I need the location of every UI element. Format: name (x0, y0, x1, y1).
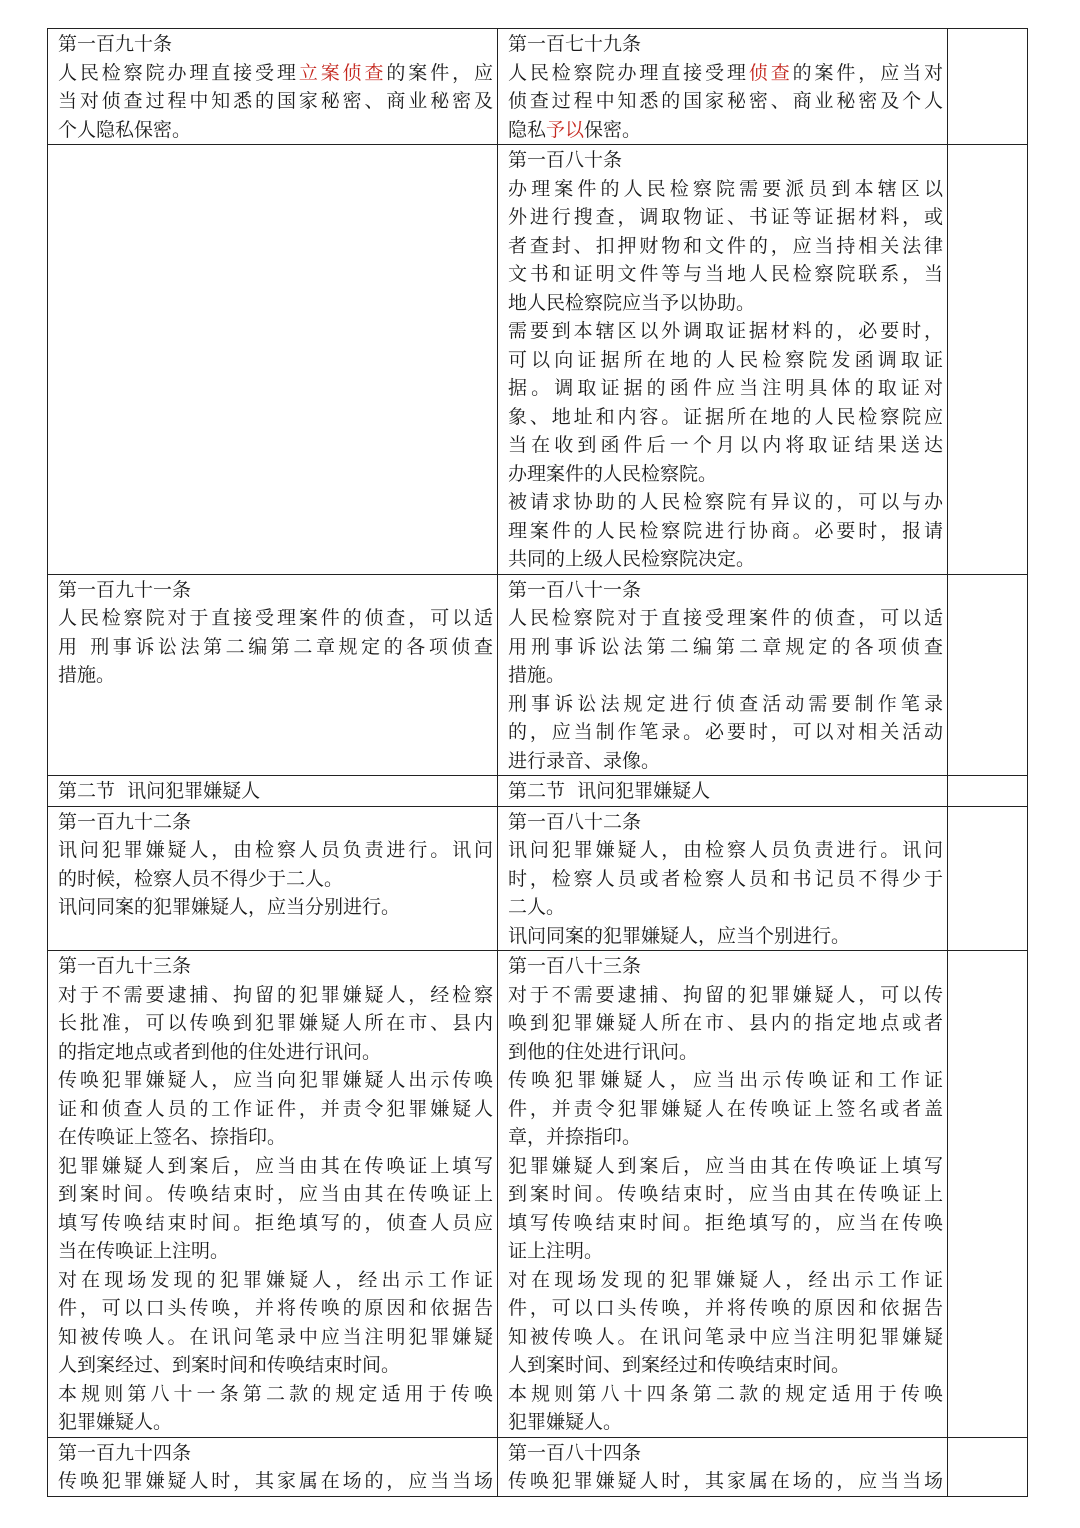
text-line: 证和侦查人员的工作证件，并责令犯罪嫌疑人 (58, 1097, 493, 1120)
new-article-cell (498, 806, 948, 951)
text-line: 人民检察院对于直接受理案件的侦查，可以适 (508, 607, 943, 629)
text-line: 件，可以口头传唤，并将传唤的原因和依据告 (58, 1297, 493, 1319)
text-line: 章，并捺指印。 (508, 1126, 642, 1148)
text-line: 的指定地点或者到他的住处进行讯问。 (58, 1040, 382, 1063)
text-line: 件，可以口头传唤，并将传唤的原因和依据告 (508, 1297, 943, 1319)
text-line: 文书和证明文件等与当地人民检察院联系，当 (508, 263, 943, 285)
remark-cell (948, 1437, 1028, 1496)
text-line: 到案时间。传唤结束时，应当由其在传唤证上 (58, 1183, 493, 1205)
article-title: 第一百七十九条 (508, 33, 642, 55)
remark-cell (948, 145, 1028, 575)
text-line: 传唤犯罪嫌疑人时，其家属在场的，应当当场 (508, 1470, 943, 1492)
new-article-cell (498, 29, 948, 145)
text-line: 犯罪嫌疑人。 (508, 1411, 623, 1433)
text-line: 时，检察人员或者检察人员和书记员不得少于 (508, 867, 943, 890)
remark-cell (948, 574, 1028, 776)
section-row (48, 776, 1028, 807)
article-title: 第一百八十四条 (508, 1441, 642, 1464)
text-line: 人民检察院办理直接受理立案侦查的案件，应 (58, 61, 493, 84)
old-article-cell (48, 574, 498, 776)
text-line: 长批准，可以传唤到犯罪嫌疑人所在市、县内 (58, 1012, 493, 1034)
text-line: 的时候，检察人员不得少于二人。 (58, 867, 344, 890)
comparison-table (47, 28, 1028, 1497)
remark-cell (948, 951, 1028, 1438)
text-line: 知被传唤人。在讯问笔录中应当注明犯罪嫌疑 (58, 1325, 493, 1348)
text-line: 讯问同案的犯罪嫌疑人，应当个别进行。 (508, 924, 851, 947)
text-line: 犯罪嫌疑人到案后，应当由其在传唤证上填写 (508, 1154, 943, 1177)
article-row (48, 29, 1028, 145)
article-title: 第一百八十一条 (508, 578, 642, 601)
new-section-cell (498, 776, 948, 807)
new-article-cell (498, 574, 948, 776)
text-line: 对在现场发现的犯罪嫌疑人，经出示工作证 (508, 1268, 943, 1291)
text-line: 人到案时间、到案经过和传唤结束时间。 (508, 1354, 851, 1376)
article-title: 第一百九十二条 (58, 810, 192, 833)
text-line: 当在收到函件后一个月以内将取证结果送达 (508, 434, 943, 456)
text-line: 用刑事诉讼法第二编第二章规定的各项侦查 (508, 635, 943, 658)
text-line: 刑事诉讼法规定进行侦查活动需要制作笔录 (508, 692, 943, 715)
highlighted-text: 立案侦查 (298, 61, 387, 84)
text-line: 犯罪嫌疑人到案后，应当由其在传唤证上填写 (58, 1154, 493, 1177)
text-line: 本规则第八十四条第二款的规定适用于传唤 (508, 1382, 943, 1405)
new-article-cell (498, 145, 948, 575)
text-line: 需要到本辖区以外调取证据材料的，必要时， (508, 320, 943, 342)
text-line: 本规则第八十一条第二款的规定适用于传唤 (58, 1382, 493, 1405)
text-line: 进行录音、录像。 (508, 749, 661, 772)
text-line: 唤到犯罪嫌疑人所在市、县内的指定地点或者 (508, 1012, 943, 1034)
old-article-cell (48, 806, 498, 951)
article-row (48, 1437, 1028, 1496)
text-line: 据。调取证据的函件应当注明具体的取证对 (508, 377, 943, 399)
article-title: 第一百八十三条 (508, 955, 642, 977)
text-line: 地人民检察院应当予以协助。 (508, 291, 756, 314)
article-title: 第一百八十条 (508, 149, 623, 171)
article-title: 第一百九十条 (58, 33, 173, 55)
article-row (48, 951, 1028, 1438)
text-line: 人到案经过、到案时间和传唤结束时间。 (58, 1354, 401, 1376)
text-line: 个人隐私保密。 (58, 118, 192, 141)
highlighted-text: 予以 (546, 118, 585, 141)
text-line: 对在现场发现的犯罪嫌疑人，经出示工作证 (58, 1268, 493, 1291)
text-line: 在传唤证上签名、捺指印。 (58, 1126, 287, 1148)
text-line: 传唤犯罪嫌疑人，应当向犯罪嫌疑人出示传唤 (58, 1069, 493, 1091)
remark-cell (948, 776, 1028, 807)
section-heading: 第二节 讯问犯罪嫌疑人 (58, 780, 261, 802)
old-article-cell (48, 29, 498, 145)
text-line: 隐私予以保密。 (508, 118, 642, 141)
text-line: 讯问犯罪嫌疑人，由检察人员负责进行。讯问 (58, 839, 493, 861)
text-line: 的，应当制作笔录。必要时，可以对相关活动 (508, 721, 943, 743)
text-line: 侦查过程中知悉的国家秘密、商业秘密及个人 (508, 90, 943, 112)
section-heading: 第二节 讯问犯罪嫌疑人 (508, 780, 711, 802)
text-line: 办理案件的人民检察院需要派员到本辖区以 (508, 177, 943, 200)
text-line: 理案件的人民检察院进行协商。必要时，报请 (508, 519, 943, 542)
text-line: 传唤犯罪嫌疑人时，其家属在场的，应当当场 (58, 1470, 493, 1492)
text-line: 证上注明。 (508, 1240, 604, 1262)
text-line: 对于不需要逮捕、拘留的犯罪嫌疑人，可以传 (508, 983, 943, 1006)
old-article-cell (48, 951, 498, 1438)
text-line: 象、地址和内容。证据所在地的人民检察院应 (508, 405, 943, 428)
text-line: 措施。 (508, 664, 566, 686)
text-line: 二人。 (508, 896, 566, 918)
text-line: 者查封、扣押财物和文件的，应当持相关法律 (508, 234, 943, 257)
article-title: 第一百九十一条 (58, 578, 192, 601)
text-line: 传唤犯罪嫌疑人，应当出示传唤证和工作证 (508, 1069, 943, 1091)
highlighted-text: 侦查 (748, 61, 793, 84)
new-article-cell (498, 1437, 948, 1496)
old-article-cell (48, 1437, 498, 1496)
text-line: 讯问同案的犯罪嫌疑人，应当分别进行。 (58, 896, 401, 918)
new-article-cell (498, 951, 948, 1438)
article-row (48, 806, 1028, 951)
text-line: 到他的住处进行讯问。 (508, 1040, 699, 1063)
text-line: 人民检察院对于直接受理案件的侦查，可以适 (58, 607, 493, 629)
article-title: 第一百九十三条 (58, 955, 192, 977)
text-line: 填写传唤结束时间。拒绝填写的，应当在传唤 (508, 1211, 943, 1234)
article-title: 第一百八十二条 (508, 810, 642, 833)
old-article-cell (48, 145, 498, 575)
text-line: 填写传唤结束时间。拒绝填写的，侦查人员应 (58, 1211, 493, 1234)
text-line: 办理案件的人民检察院。 (508, 462, 718, 485)
text-line: 知被传唤人。在讯问笔录中应当注明犯罪嫌疑 (508, 1325, 943, 1348)
text-line: 措施。 (58, 664, 116, 686)
article-row (48, 145, 1028, 575)
text-line: 到案时间。传唤结束时，应当由其在传唤证上 (508, 1183, 943, 1205)
text-line: 讯问犯罪嫌疑人，由检察人员负责进行。讯问 (508, 839, 943, 861)
text-line: 被请求协助的人民检察院有异议的，可以与办 (508, 491, 943, 513)
text-line: 用 刑事诉讼法第二编第二章规定的各项侦查 (58, 635, 493, 658)
text-line: 件，并责令犯罪嫌疑人在传唤证上签名或者盖 (508, 1097, 943, 1120)
text-line: 当在传唤证上注明。 (58, 1240, 230, 1262)
article-row (48, 574, 1028, 776)
text-line: 外进行搜查，调取物证、书证等证据材料，或 (508, 206, 943, 228)
remark-cell (948, 806, 1028, 951)
old-section-cell (48, 776, 498, 807)
article-title: 第一百九十四条 (58, 1441, 192, 1464)
text-line: 当对侦查过程中知悉的国家秘密、商业秘密及 (58, 90, 493, 112)
text-line: 共同的上级人民检察院决定。 (508, 548, 756, 570)
text-line: 人民检察院办理直接受理侦查的案件，应当对 (508, 61, 943, 84)
text-line: 对于不需要逮捕、拘留的犯罪嫌疑人，经检察 (58, 983, 493, 1006)
text-line: 可以向证据所在地的人民检察院发函调取证 (508, 348, 943, 371)
text-line: 犯罪嫌疑人。 (58, 1411, 173, 1433)
remark-cell (948, 29, 1028, 145)
